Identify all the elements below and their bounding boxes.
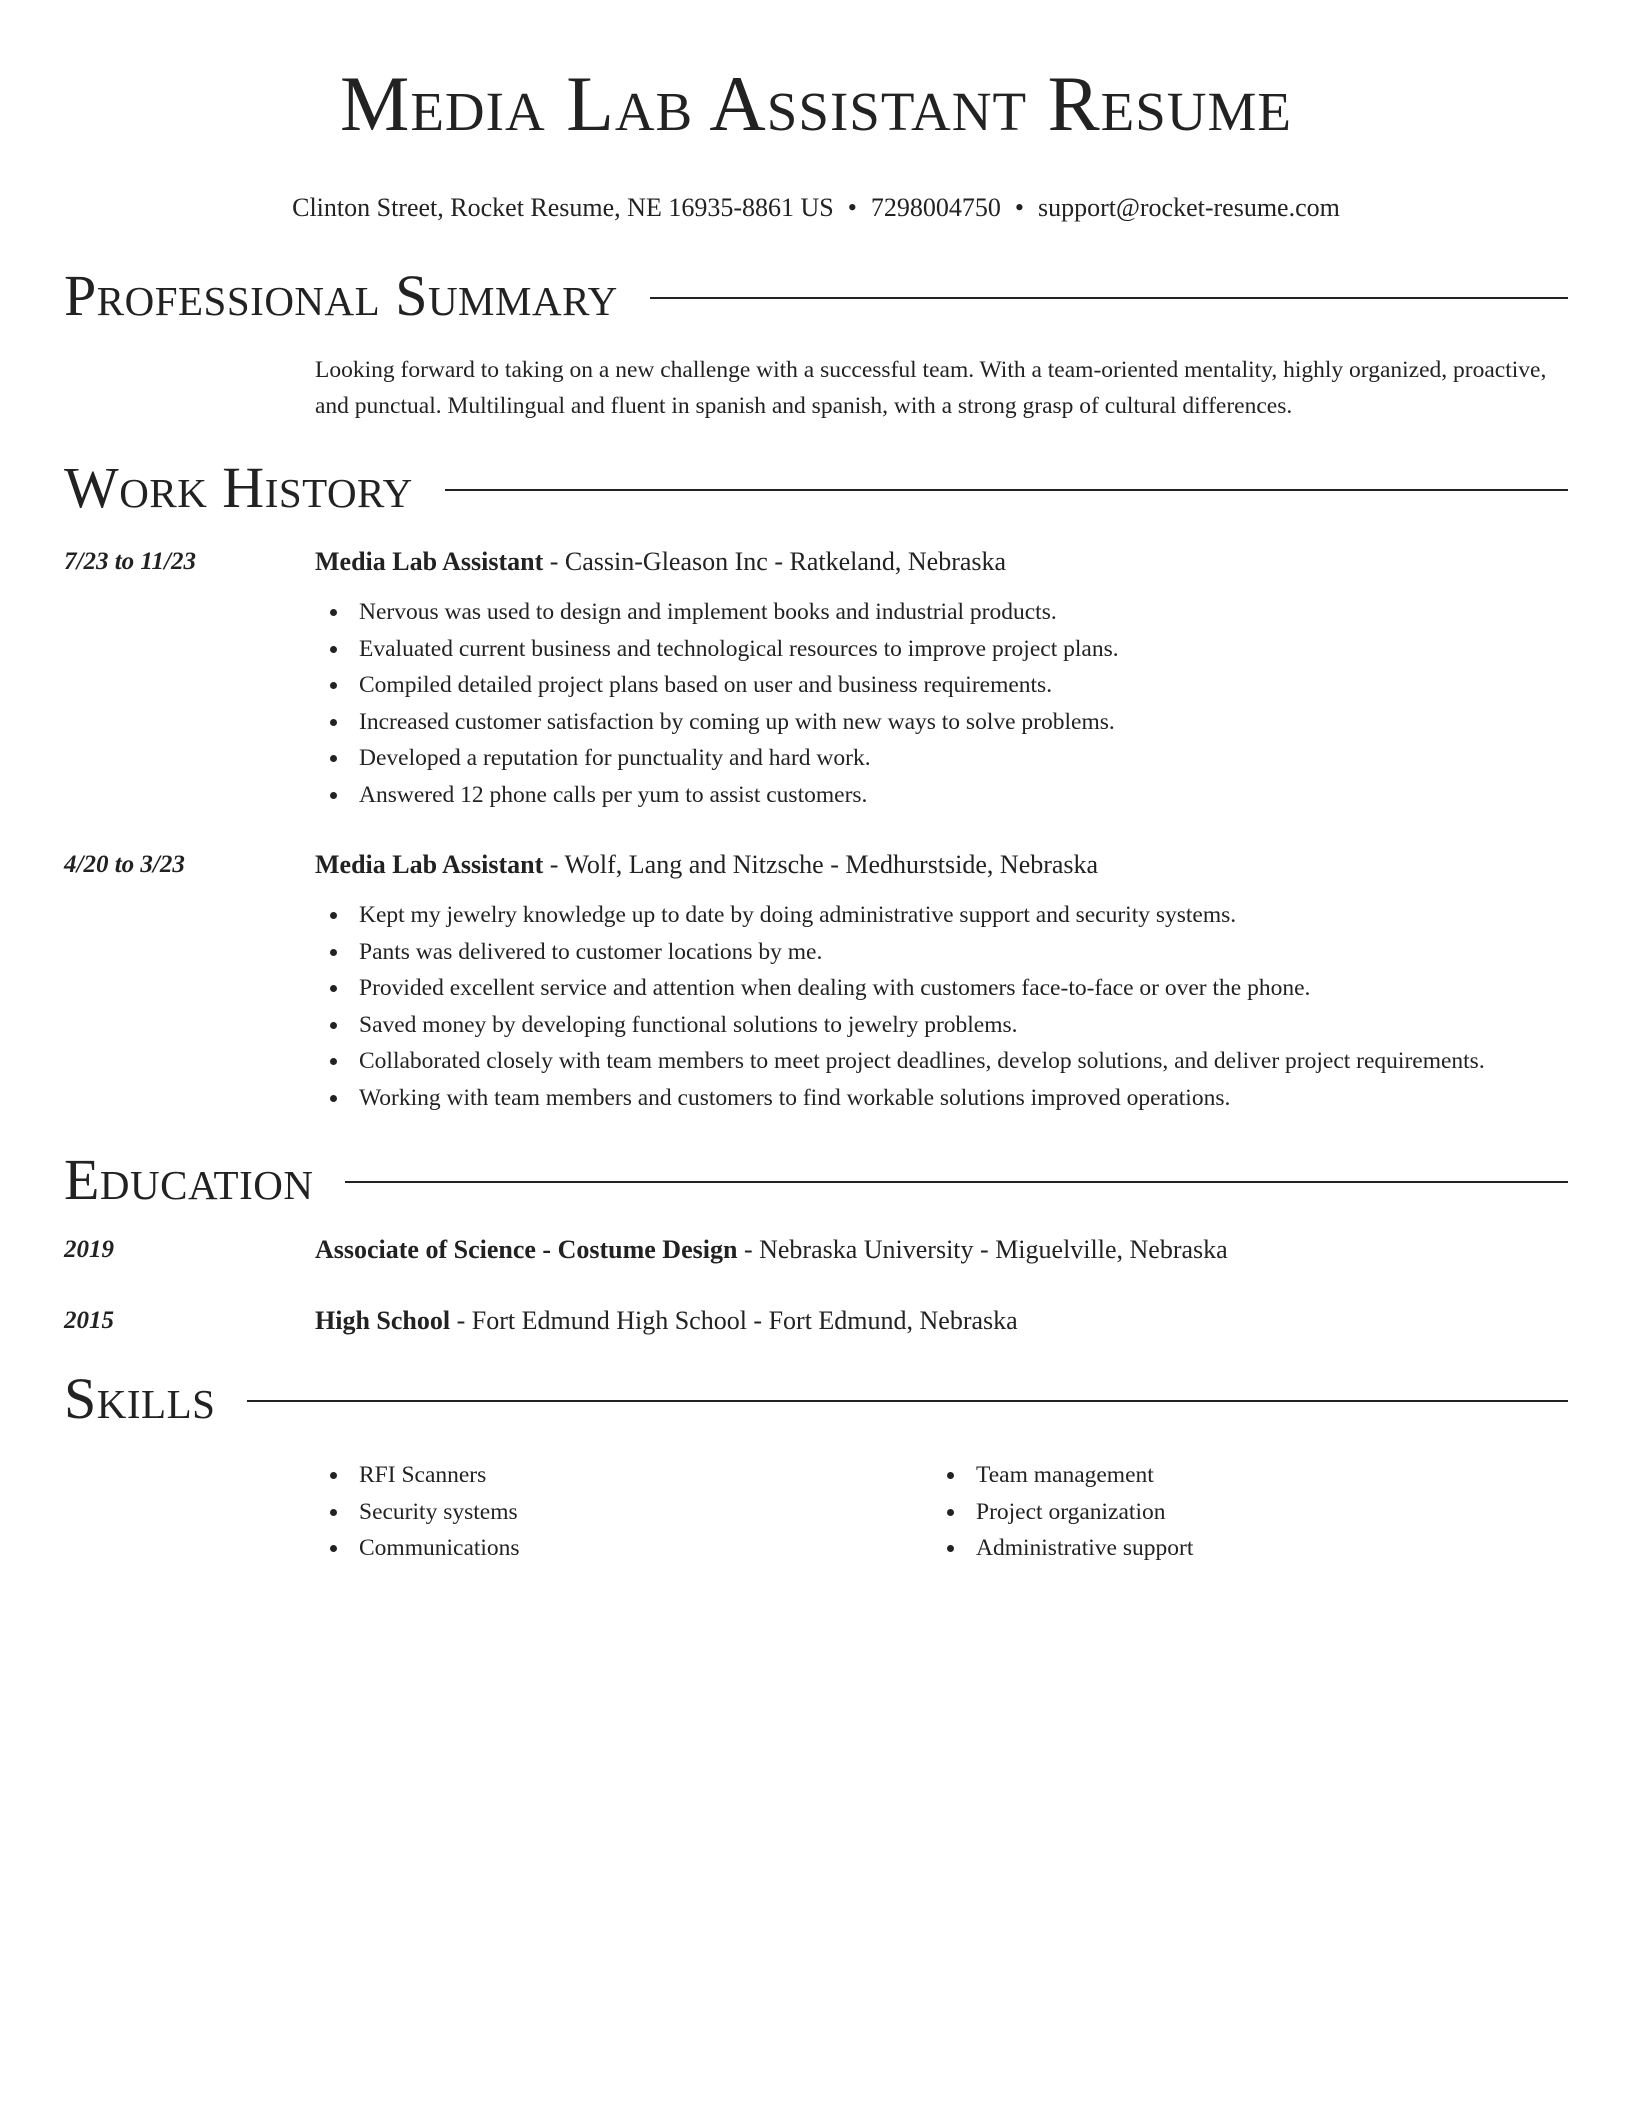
skill-text: Project organization: [976, 1498, 1166, 1525]
bullet-text: Working with team members and customers to find workable solutions improved operations.: [359, 1084, 1231, 1111]
work-heading: Work History: [64, 455, 413, 520]
bullet-icon: [330, 1472, 337, 1479]
resume-title: Media Lab Assistant Resume: [339, 60, 1292, 147]
education-details: - Fort Edmund High School - Fort Edmund, Nebraska: [450, 1306, 1018, 1335]
skills-list: [315, 1457, 1568, 1567]
job-title: Media Lab Assistant: [315, 547, 544, 576]
job-bullets: [315, 897, 1568, 1116]
job-details: - Wolf, Lang and Nitzsche - Medhurstside, Nebraska: [543, 850, 1099, 879]
education-entry: [64, 1232, 1568, 1268]
education-details: - Nebraska University - Miguelville, Nebraska: [737, 1235, 1228, 1264]
list-item: [315, 897, 1568, 934]
job-entry: [64, 544, 1568, 813]
list-item: [315, 1043, 1568, 1080]
skills-column-1: [315, 1457, 932, 1567]
section-divider: [345, 1181, 1568, 1183]
list-item: [932, 1530, 1549, 1567]
job-header: [315, 544, 1568, 580]
job-bullets: [315, 594, 1568, 813]
list-item: [315, 1457, 932, 1494]
bullet-icon: [330, 609, 337, 616]
work-section-header: [64, 454, 1568, 522]
bullet-text: Nervous was used to design and implement books and industrial products.: [359, 599, 1057, 625]
bullet-icon: [330, 1545, 337, 1552]
job-dates: 7/23 to 11/23: [64, 548, 196, 575]
education-heading: Education: [64, 1147, 314, 1212]
bullet-icon: [947, 1509, 954, 1516]
bullet-icon: [330, 1095, 337, 1102]
work-history-list: [64, 544, 1568, 1116]
list-item: [315, 934, 1568, 971]
list-item: [315, 704, 1568, 741]
bullet-text: Compiled detailed project plans based on user and business requirements.: [359, 672, 1053, 698]
skills-column-2: [932, 1457, 1549, 1567]
contact-separator: •: [847, 193, 857, 222]
bullet-icon: [330, 912, 337, 919]
bullet-icon: [947, 1472, 954, 1479]
skill-text: Administrative support: [976, 1535, 1194, 1561]
education-entry: [64, 1303, 1568, 1339]
bullet-text: Evaluated current business and technological resources to improve project plans.: [359, 635, 1119, 662]
education-header: [315, 1303, 1568, 1339]
bullet-text: Developed a reputation for punctuality and hard work.: [359, 745, 871, 771]
job-details: - Cassin-Gleason Inc - Ratkeland, Nebraska: [543, 547, 1007, 576]
contact-line: [64, 190, 1568, 226]
bullet-text: Collaborated closely with team members to meet project deadlines, develop solutions, and deliver project requirements.: [359, 1048, 1485, 1074]
list-item: [932, 1457, 1549, 1494]
contact-separator: •: [1014, 193, 1024, 222]
bullet-icon: [330, 792, 337, 799]
job-header: [315, 847, 1568, 883]
education-list: [64, 1232, 1568, 1339]
list-item: [932, 1494, 1549, 1531]
skill-text: RFI Scanners: [359, 1462, 487, 1488]
job-body: [315, 544, 1568, 813]
bullet-text: Kept my jewelry knowledge up to date by doing administrative support and security systems.: [359, 902, 1237, 928]
education-header: [315, 1232, 1568, 1268]
summary-text: Looking forward to taking on a new challenge with a successful team. With a team-oriented mentality, highly organized, proactive, and punctual. Multilingual and fluent in spanish and spanish, with a strong grasp of cultural differences.: [315, 357, 1547, 419]
list-item: [315, 777, 1568, 814]
contact-email: support@rocket-resume.com: [1037, 193, 1340, 222]
list-item: [315, 1494, 932, 1531]
bullet-icon: [330, 755, 337, 762]
section-divider: [247, 1400, 1568, 1402]
bullet-text: Increased customer satisfaction by coming up with new ways to solve problems.: [359, 708, 1115, 735]
job-entry: [64, 847, 1568, 1116]
summary-section-header: [64, 262, 1568, 330]
skills-section-header: [64, 1365, 1568, 1433]
contact-address: Clinton Street, Rocket Resume, NE 16935-8861 US: [292, 193, 834, 222]
bullet-text: Answered 12 phone calls per yum to assist customers.: [359, 781, 868, 808]
education-year: 2019: [64, 1236, 114, 1263]
job-dates: 4/20 to 3/23: [64, 851, 185, 878]
bullet-icon: [330, 1509, 337, 1516]
bullet-icon: [330, 1022, 337, 1029]
education-degree: Associate of Science - Costume Design: [315, 1235, 738, 1264]
education-year: 2015: [64, 1307, 114, 1334]
skill-text: Team management: [976, 1462, 1154, 1488]
list-item: [315, 1080, 1568, 1117]
section-divider: [445, 489, 1568, 491]
bullet-text: Pants was delivered to customer locations by me.: [359, 938, 823, 965]
contact-phone: 7298004750: [870, 193, 1001, 222]
job-body: [315, 847, 1568, 1116]
bullet-text: Provided excellent service and attention when dealing with customers face-to-face or over the phone.: [359, 975, 1311, 1001]
bullet-icon: [330, 949, 337, 956]
list-item: [315, 1530, 932, 1567]
skills-heading: Skills: [64, 1366, 216, 1431]
bullet-icon: [330, 719, 337, 726]
list-item: [315, 970, 1568, 1007]
list-item: [315, 594, 1568, 631]
education-degree: High School: [315, 1306, 451, 1335]
bullet-icon: [330, 1058, 337, 1065]
list-item: [315, 1007, 1568, 1044]
bullet-icon: [330, 646, 337, 653]
bullet-icon: [947, 1545, 954, 1552]
summary-heading: Professional Summary: [64, 263, 618, 328]
bullet-icon: [330, 985, 337, 992]
bullet-icon: [330, 682, 337, 689]
list-item: [315, 667, 1568, 704]
bullet-text: Saved money by developing functional solutions to jewelry problems.: [359, 1011, 1018, 1038]
skill-text: Security systems: [359, 1498, 518, 1525]
job-title: Media Lab Assistant: [315, 850, 544, 879]
skill-text: Communications: [359, 1535, 520, 1561]
list-item: [315, 631, 1568, 668]
section-divider: [650, 297, 1568, 299]
list-item: [315, 740, 1568, 777]
education-section-header: [64, 1146, 1568, 1214]
